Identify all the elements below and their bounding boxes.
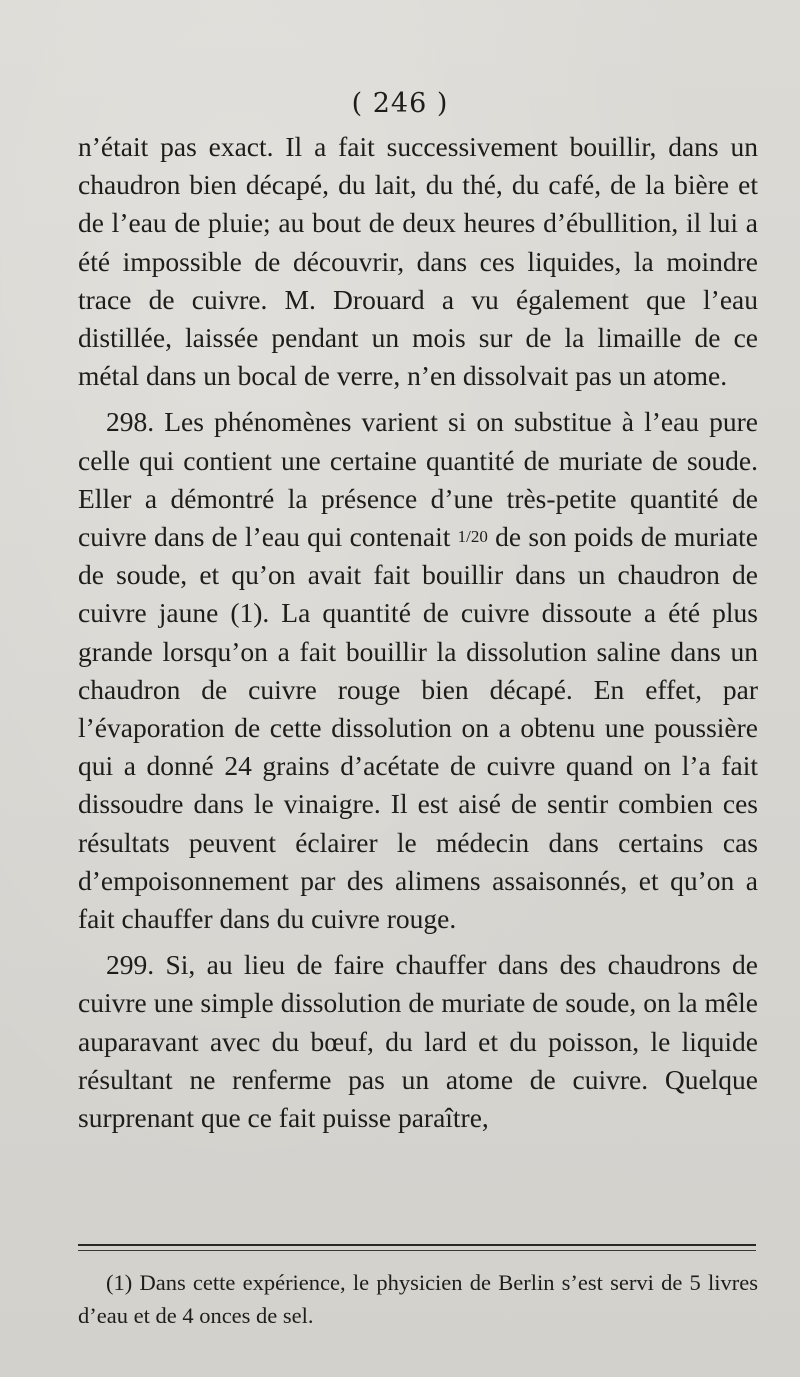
footnote-separator-thick — [78, 1244, 756, 1246]
paragraph-298 — [78, 403, 758, 938]
paragraph-299: 299. Si, au lieu de faire chauffer dans des chaudrons de cuivre une simple dissolution de muriate de soude, on la mêle auparavant avec du bœuf, du lard et du poisson, le liquide résultant ne renferme pas un atome de cuivre. Quelque surprenant que ce fait puisse paraître, — [78, 949, 758, 1134]
footnote-separator-thin — [78, 1250, 756, 1251]
paragraph-298-part-1: 298. Les phénomènes varient si on substitue à l’eau pure celle qui contient une certaine quantité de muriate de soude. Eller a démontré la présence d’une très-petite quantité de cuivre dans de l’eau qui contenait — [78, 406, 758, 553]
paragraph-continuation: n’était pas exact. Il a fait successivement bouillir, dans un chaudron bien décapé, du lait, du thé, du café, de la bière et de l’eau de pluie; au bout de deux heures d’ébullition, il lui a été impossible de découvrir, dans ces liquides, la moindre trace de cuivre. M. Drouard a vu également que l’eau distillée, laissée pendant un mois sur de la limaille de ce métal dans un bocal de verre, n’en dissolvait pas un atome. — [78, 131, 758, 392]
paragraph-298-part-2: de son poids de muriate de soude, et qu’on avait fait bouillir dans un chaudron de cuivre jaune (1). La quantité de cuivre dissoute a été plus grande lorsqu’on a fait bouillir la dissolution saline dans un chaudron de cuivre rouge bien décapé. En effet, par l’évaporation de cette dissolution on a obtenu une poussière qui a donné 24 grains d’acétate de cuivre quand on l’a fait dissoudre dans le vinaigre. Il est aisé de sentir combien ces résultats peuvent éclairer le médecin dans certains cas d’empoisonnement par des alimens assaisonnés, et qu’on a fait chauffer dans du cuivre rouge. — [78, 521, 758, 935]
footnote: (1) Dans cette expérience, le physicien de Berlin s’est servi de 5 livres d’eau et de 4 onces de sel. — [78, 1270, 758, 1328]
fraction-one-twentieth: 1/20 — [457, 527, 488, 547]
page-number: ( 246 ) — [351, 88, 449, 119]
body-text — [78, 128, 758, 1145]
